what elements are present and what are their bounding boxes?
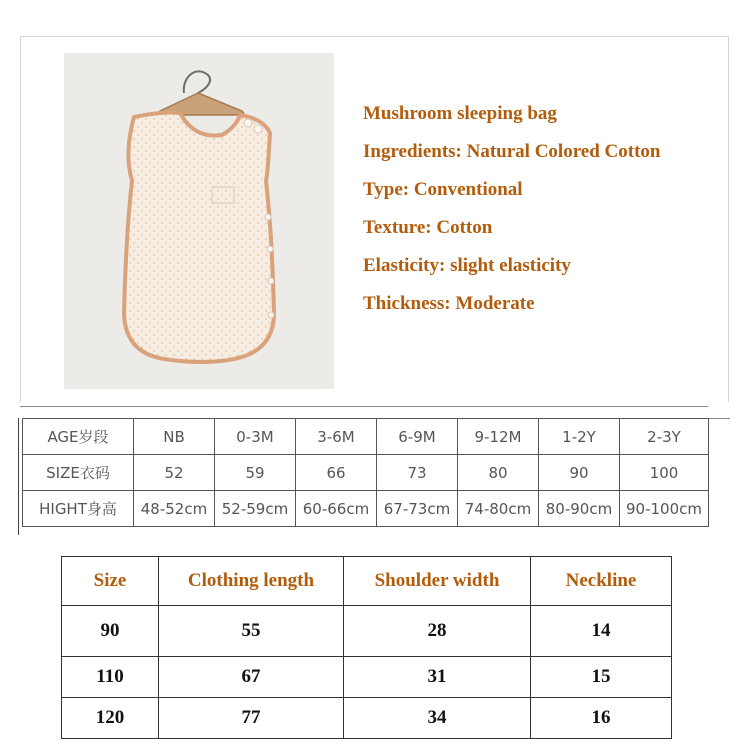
- size-chart-cell: 59: [215, 455, 296, 491]
- measurement-cell: 120: [62, 698, 159, 739]
- size-chart-cell: 74-80cm: [458, 491, 539, 527]
- spec-type: Type: Conventional: [363, 179, 523, 200]
- measurement-table: [61, 556, 672, 739]
- measurement-cell: 15: [531, 657, 672, 698]
- size-chart-row-size: [23, 455, 709, 491]
- measurement-header: Clothing length: [159, 557, 344, 606]
- size-chart-label: SIZE衣码: [23, 455, 134, 491]
- size-chart-cell: 90: [539, 455, 620, 491]
- product-panel: [20, 36, 729, 402]
- measurement-row: [62, 606, 672, 657]
- size-chart: [22, 418, 709, 527]
- size-chart-cell: 9-12M: [458, 419, 539, 455]
- size-chart-cell: 67-73cm: [377, 491, 458, 527]
- size-chart-cell: 0-3M: [215, 419, 296, 455]
- size-chart-cell: 60-66cm: [296, 491, 377, 527]
- size-chart-label: HIGHT身高: [23, 491, 134, 527]
- size-chart-cell: 73: [377, 455, 458, 491]
- measurement-cell: 16: [531, 698, 672, 739]
- size-chart-cell: 66: [296, 455, 377, 491]
- measurement-cell: 34: [344, 698, 531, 739]
- size-chart-cell: 80: [458, 455, 539, 491]
- hanger-icon: [158, 71, 243, 115]
- size-chart-cell: 48-52cm: [134, 491, 215, 527]
- size-chart-top-rule-right: [708, 418, 730, 419]
- sleeping-bag-illustration: [64, 53, 334, 389]
- size-chart-cell: 3-6M: [296, 419, 377, 455]
- size-chart-cell: 2-3Y: [620, 419, 709, 455]
- measurement-cell: 110: [62, 657, 159, 698]
- measurement-header: Neckline: [531, 557, 672, 606]
- measurement-row: [62, 698, 672, 739]
- size-chart-cell: 52: [134, 455, 215, 491]
- size-chart-cell: 80-90cm: [539, 491, 620, 527]
- size-chart-top-rule: [20, 406, 708, 407]
- size-chart-cell: NB: [134, 419, 215, 455]
- spec-texture: Texture: Cotton: [363, 217, 493, 238]
- spec-ingredients: Ingredients: Natural Colored Cotton: [363, 141, 661, 162]
- spec-thickness: Thickness: Moderate: [363, 293, 535, 314]
- size-chart-cell: 100: [620, 455, 709, 491]
- size-chart-cell: 90-100cm: [620, 491, 709, 527]
- size-chart-cell: 1-2Y: [539, 419, 620, 455]
- measurement-cell: 77: [159, 698, 344, 739]
- measurement-cell: 67: [159, 657, 344, 698]
- spec-elasticity: Elasticity: slight elasticity: [363, 255, 571, 276]
- sleeping-bag-garment: [124, 113, 274, 363]
- size-chart-cell: 52-59cm: [215, 491, 296, 527]
- size-chart-cell: 6-9M: [377, 419, 458, 455]
- spec-product-name: Mushroom sleeping bag: [363, 103, 557, 124]
- product-photo: [64, 53, 334, 389]
- size-chart-row-age: [23, 419, 709, 455]
- measurement-row: [62, 657, 672, 698]
- size-chart-row-height: [23, 491, 709, 527]
- measurement-cell: 28: [344, 606, 531, 657]
- measurement-header-row: [62, 557, 672, 606]
- size-chart-left-rule: [18, 418, 19, 535]
- spec-list: [363, 95, 661, 323]
- measurement-cell: 90: [62, 606, 159, 657]
- measurement-cell: 55: [159, 606, 344, 657]
- size-chart-label: AGE岁段: [23, 419, 134, 455]
- measurement-cell: 14: [531, 606, 672, 657]
- measurement-header: Size: [62, 557, 159, 606]
- measurement-header: Shoulder width: [344, 557, 531, 606]
- measurement-cell: 31: [344, 657, 531, 698]
